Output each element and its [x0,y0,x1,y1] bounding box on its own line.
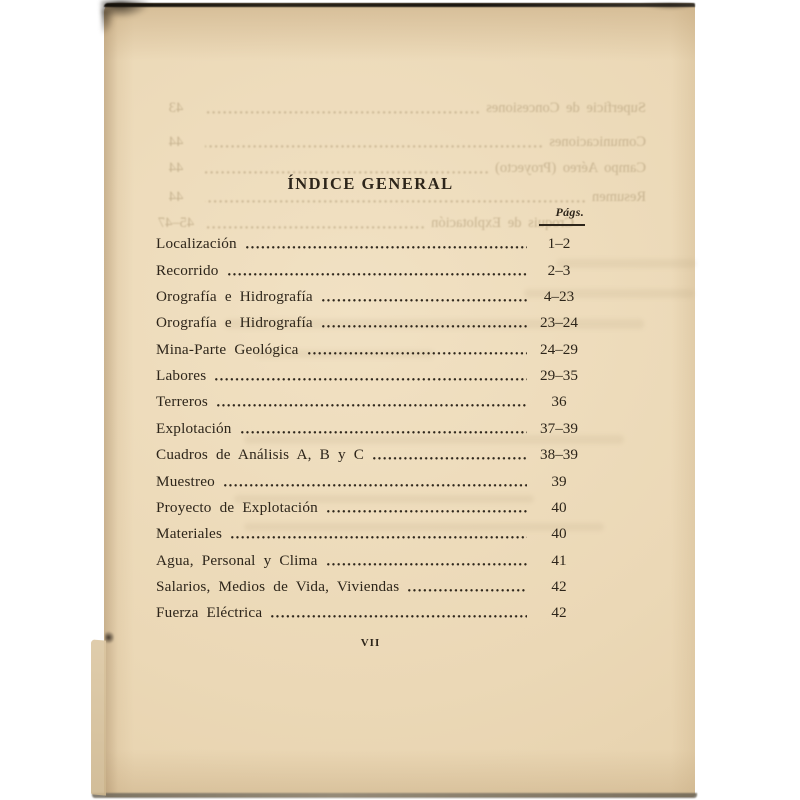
toc-entry-pages: 23–24 [540,314,578,332]
toc-entry [156,310,585,336]
toc-entry [156,548,585,574]
bleedthrough-entry-label: Croquis de Explotación [431,215,574,231]
toc-entry [156,495,585,521]
dotted-leader [322,325,527,328]
bleedthrough-entry-pages: 44 [168,134,184,150]
bleedthrough-dotted-leader [205,226,424,229]
page-title: ÍNDICE GENERAL [287,174,454,193]
bleedthrough-dotted-leader [205,200,585,203]
toc-entry-label: Salarios, Medios de Vida, Viviendas [156,578,400,596]
bleedthrough-entry-label: Comunicaciones [549,134,646,150]
toc-entry-label: Explotación [156,419,232,437]
pages-column-header [539,203,586,226]
toc-entry-pages: 41 [551,551,567,569]
bleedthrough-entry-pages: 43 [168,100,184,116]
dotted-leader [327,563,527,566]
bleedthrough-entry-label: Campo Aéreo (Proyecto) [495,160,646,176]
dotted-leader [224,484,527,487]
bleedthrough-entry-pages: 44 [168,160,184,176]
toc-entry-label: Muestreo [156,472,215,490]
toc-entry-pages: 40 [551,498,567,516]
scanned-book-page [104,3,695,797]
toc-entry-pages: 39 [551,472,567,490]
bleedthrough-dotted-leader [205,111,479,114]
dotted-leader [373,457,527,460]
toc-entry-pages: 38–39 [540,446,578,464]
pages-column-header-label: Págs. [539,205,586,226]
page-top-right-mark [639,3,691,12]
dotted-leader [215,378,527,381]
toc-entry [156,574,585,600]
page-bottom-edge-shadow [92,793,697,798]
toc-entry-label: Proyecto de Explotación [156,498,318,516]
toc-entry-label: Orografía e Hidrografía [156,314,313,332]
toc-entry-label: Cuadros de Análisis A, B y C [156,446,365,464]
bleedthrough-entry-pages: 44 [168,189,184,205]
toc-entry [156,257,585,283]
toc-entry [156,363,585,389]
dotted-leader [246,246,527,249]
toc-entry [156,600,585,626]
toc-entry-pages: 1–2 [547,235,571,253]
toc-entry [156,337,585,363]
toc-entry-pages: 24–29 [540,340,578,358]
toc-list [156,231,585,627]
bleedthrough-entry [154,134,646,152]
toc-entry [156,416,585,442]
toc-entry-label: Localización [156,235,237,253]
dotted-leader [228,273,527,276]
toc-entry-pages: 40 [551,525,567,543]
toc-entry-label: Terreros [156,393,208,411]
under-page-edge [91,639,106,795]
binding-shadow-left [102,9,124,51]
toc-entry [156,389,585,415]
toc-entry-label: Labores [156,367,207,385]
toc-entry-pages: 42 [551,578,567,596]
toc-entry [156,468,585,494]
dotted-leader [271,615,527,618]
dotted-leader [327,510,527,513]
toc-entry-label: Mina-Parte Geológica [156,340,299,358]
page-number: VII [360,637,381,649]
bleedthrough-dotted-leader [205,145,542,148]
toc-entry-pages: 2–3 [547,261,571,279]
toc-entry [156,284,585,310]
dotted-leader [308,352,527,355]
toc-entry-label: Agua, Personal y Clima [156,551,318,569]
bleedthrough-entry [154,100,646,118]
toc-entry [156,521,585,547]
toc-entry-pages: 42 [551,604,567,622]
toc-entry-pages: 29–35 [540,367,578,385]
dotted-leader [322,299,527,302]
toc-entry-pages: 36 [551,393,567,411]
bleedthrough-entry-label: Superficie de Concesiones [486,100,646,116]
bleedthrough-entry-pages: 45–47 [157,215,195,231]
toc-entry-label: Recorrido [156,261,219,279]
toc-entry-label: Materiales [156,525,223,543]
dotted-leader [231,536,527,539]
dotted-leader [408,589,527,592]
toc-entry [156,442,585,468]
dotted-leader [217,404,527,407]
left-edge-speck [105,631,114,644]
page-top-edge-shadow [104,3,695,7]
toc-entry [156,231,585,257]
toc-entry-pages: 37–39 [540,419,578,437]
toc-entry-label: Fuerza Eléctrica [156,604,263,622]
bleedthrough-entry-label: Resumen [592,189,646,205]
toc-entry-label: Orografía e Hidrografía [156,287,313,305]
toc-entry-pages: 4–23 [543,287,575,305]
dotted-leader [241,431,527,434]
